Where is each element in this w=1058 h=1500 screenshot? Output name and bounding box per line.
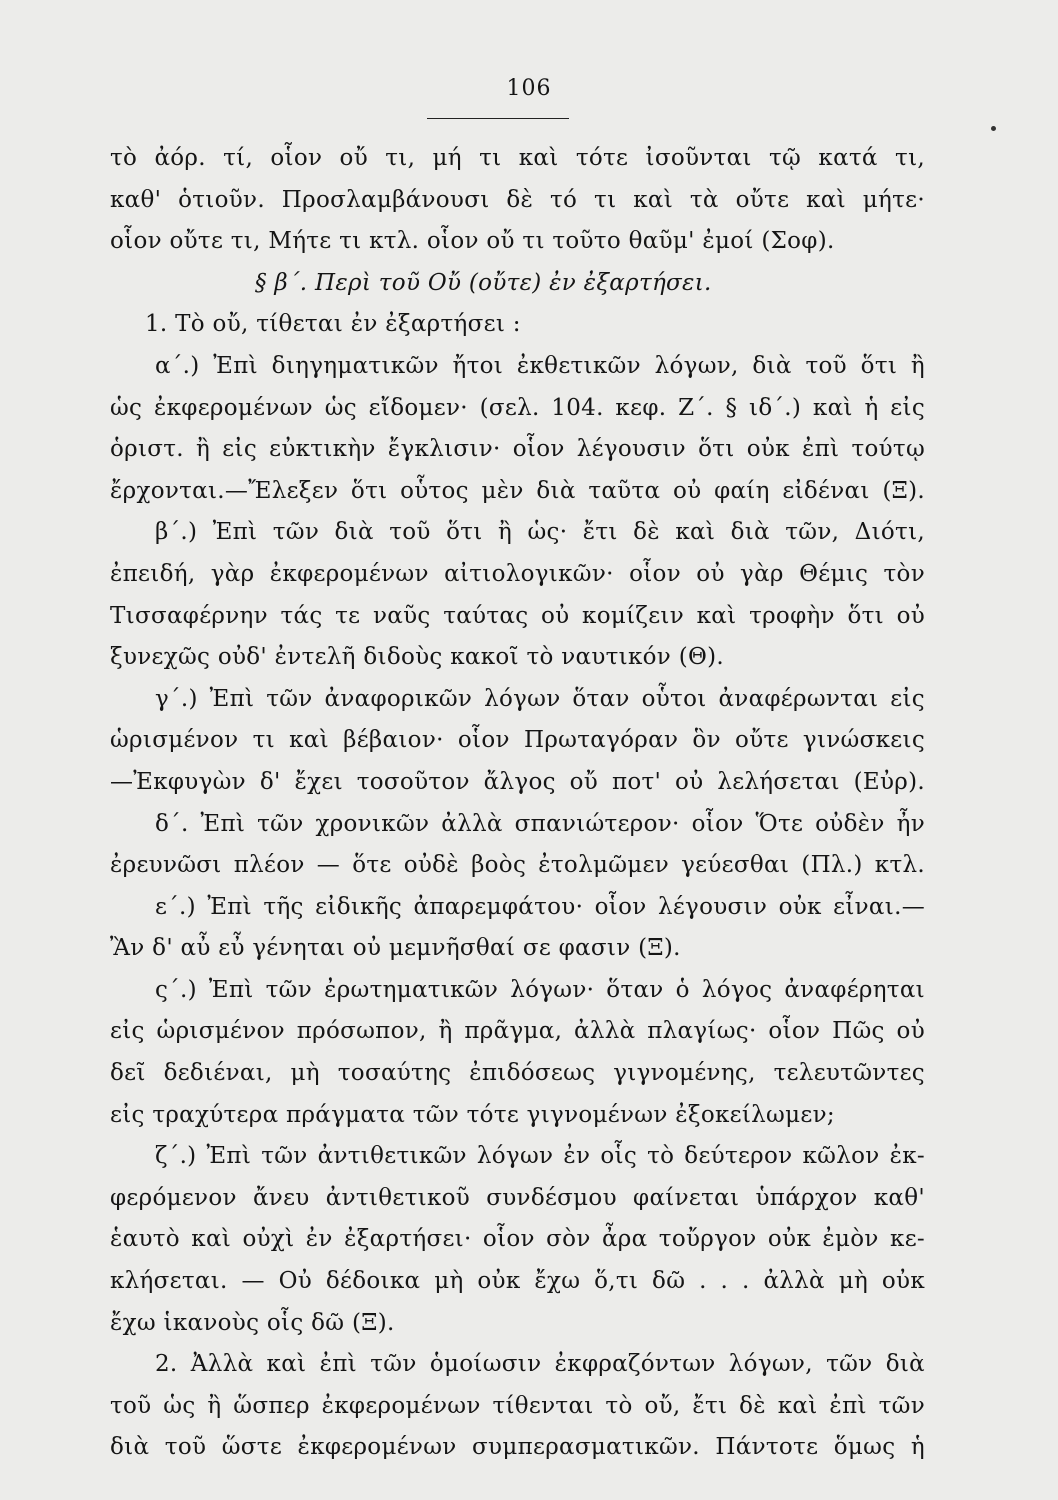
text-line: ἐπειδή, γὰρ ἐκφερομένων αἰτιολογικῶν· οἷον οὐ γὰρ Θέμις τὸν (110, 560, 925, 587)
paragraph-start: 2. Ἀλλὰ καὶ ἐπὶ τῶν ὁμοίωσιν ἐκφραζόντων λόγων, τῶν διὰ (155, 1351, 925, 1378)
text-line: ὡς ἐκφερομένων ὡς εἴδομεν· (σελ. 104. κεφ. Ζ΄. § ιδ΄.) καὶ ἡ εἰς (110, 394, 925, 421)
text-line: ὁριστ. ἢ εἰς εὐκτικὴν ἔγκλισιν· οἷον λέγουσιν ὅτι οὐκ ἐπὶ τούτῳ (110, 436, 925, 463)
text-line: —Ἐκφυγὼν δ' ἔχει τοσοῦτον ἄλγος οὔ ποτ' οὐ λελήσεται (Εὐρ). (110, 768, 925, 795)
text-line: εἰς τραχύτερα πράγματα τῶν τότε γιγνομένων ἐξοκείλωμεν; (110, 1101, 835, 1128)
text-line: ἔρχονται.—Ἔλεξεν ὅτι οὗτος μὲν διὰ ταῦτα οὐ φαίη εἰδέναι (Ξ). (110, 477, 925, 504)
page-number: 106 (506, 76, 552, 101)
text-line: τὸ ἀόρ. τί, οἷον οὔ τι, μή τι καὶ τότε ἰσοῦνται τῷ κατά τι, (110, 145, 925, 171)
header-rule (427, 118, 569, 119)
text-line: εἰς ὡρισμένον πρόσωπον, ἢ πρᾶγμα, ἀλλὰ πλαγίως· οἷον Πῶς οὐ (110, 1018, 925, 1045)
item-start-stigma: ς΄.) Ἐπὶ τῶν ἐρωτηματικῶν λόγων· ὅταν ὁ λόγος ἀναφέρηται (155, 976, 925, 1003)
item-start-beta: β΄.) Ἐπὶ τῶν διὰ τοῦ ὅτι ἢ ὡς· ἔτι δὲ καὶ διὰ τῶν, Διότι, (155, 519, 925, 546)
body-text (110, 138, 925, 1469)
item-start-alpha: α΄.) Ἐπὶ διηγηματικῶν ἤτοι ἐκθετικῶν λόγων, διὰ τοῦ ὅτι ἢ (155, 352, 925, 379)
text-line: τοῦ ὡς ἢ ὥσπερ ἐκφερομένων τίθενται τὸ οὔ, ἔτι δὲ καὶ ἐπὶ τῶν (110, 1392, 925, 1419)
text-line: διὰ τοῦ ὥστε ἐκφερομένων συμπερασματικῶν. Πάντοτε ὅμως ἡ (110, 1434, 925, 1461)
text-line: καθ' ὁτιοῦν. Προσλαμβάνουσι δὲ τό τι καὶ τὰ οὔτε καὶ μήτε· (110, 186, 925, 213)
text-line: δεῖ δεδιέναι, μὴ τοσαύτης ἐπιδόσεως γιγνομένης, τελευτῶντες (110, 1060, 925, 1087)
text-line: ἔχω ἱκανοὺς οἷς δῶ (Ξ). (110, 1309, 395, 1336)
paragraph-start: 1. Τὸ οὔ, τίθεται ἐν ἐξαρτήσει : (145, 311, 521, 338)
item-start-epsilon: ε΄.) Ἐπὶ τῆς εἰδικῆς ἀπαρεμφάτου· οἷον λέγουσιν οὐκ εἶναι.— (155, 893, 925, 920)
text-line: οἷον οὔτε τι, Μήτε τι κτλ. οἷον οὔ τι τοῦτο θαῦμ' ἐμοί (Σοφ). (110, 228, 835, 255)
item-start-zeta: ζ΄.) Ἐπὶ τῶν ἀντιθετικῶν λόγων ἐν οἷς τὸ δεύτερον κῶλον ἐκ- (155, 1143, 925, 1170)
text-line: Τισσαφέρνην τάς τε ναῦς ταύτας οὐ κομίζειν καὶ τροφὴν ὅτι οὐ (110, 602, 925, 629)
section-heading: § β΄. Περὶ τοῦ Οὔ (οὔτε) ἐν ἐξαρτήσει. (255, 269, 712, 296)
text-line: ὡρισμένον τι καὶ βέβαιον· οἷον Πρωταγόραν ὃν οὔτε γινώσκεις (110, 727, 925, 754)
item-start-gamma: γ΄.) Ἐπὶ τῶν ἀναφορικῶν λόγων ὅταν οὗτοι ἀναφέρωνται εἰς (155, 685, 925, 712)
text-line: κλήσεται. — Οὐ δέδοικα μὴ οὐκ ἔχω ὅ,τι δῶ . . . ἀλλὰ μὴ οὐκ (110, 1268, 925, 1295)
text-line: ἑαυτὸ καὶ οὐχὶ ἐν ἐξαρτήσει· οἷον σὸν ἆρα τοὔργον οὐκ ἐμὸν κε- (110, 1226, 925, 1253)
text-line: ξυνεχῶς οὐδ' ἐντελῆ διδοὺς κακοῖ τὸ ναυτικόν (Θ). (110, 644, 725, 671)
item-start-delta: δ΄. Ἐπὶ τῶν χρονικῶν ἀλλὰ σπανιώτερον· οἷον Ὅτε οὐδὲν ἦν (155, 810, 925, 837)
text-line: Ἂν δ' αὖ εὖ γένηται οὐ μεμνῆσθαί σε φασιν (Ξ). (110, 935, 681, 962)
print-speck (991, 126, 996, 131)
text-line: φερόμενον ἄνευ ἀντιθετικοῦ συνδέσμου φαίνεται ὑπάρχον καθ' (110, 1184, 925, 1211)
text-line: ἐρευνῶσι πλέον — ὅτε οὐδὲ βοὸς ἐτολμῶμεν γεύεσθαι (Πλ.) κτλ. (110, 852, 925, 879)
